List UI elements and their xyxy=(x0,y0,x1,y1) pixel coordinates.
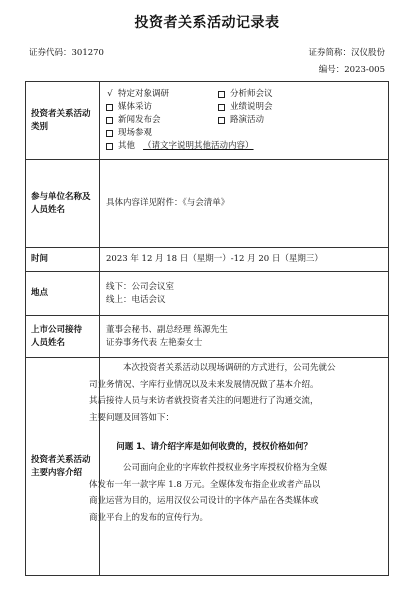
checkbox-icon xyxy=(218,117,225,124)
location-offline: 线下：公司会议室 xyxy=(106,281,175,292)
stock-name: 证券简称：汉仪股份 xyxy=(308,48,385,58)
row-reception xyxy=(26,316,389,358)
options-grid xyxy=(106,86,388,155)
option-site-visit[interactable]: 现场参观 xyxy=(106,127,218,140)
option-media-interview[interactable]: 媒体采访 xyxy=(106,101,218,114)
row-content xyxy=(26,358,389,576)
location-label: 地点 xyxy=(26,272,100,316)
document-title: 投资者关系活动记录表 xyxy=(134,15,280,31)
row-activity-type xyxy=(26,82,389,160)
checkbox-icon xyxy=(218,91,225,98)
checkbox-icon xyxy=(106,143,113,150)
row-time xyxy=(26,248,389,272)
checkbox-icon xyxy=(218,104,225,111)
reception-person-2: 证券事务代表 左艳秦女士 xyxy=(106,337,203,348)
check-mark-icon: √ xyxy=(107,89,113,99)
option-analyst-meeting[interactable]: 分析师会议 xyxy=(218,88,358,101)
reception-value xyxy=(100,316,389,358)
time-value: 2023 年 12 月 18 日（星期一）-12 月 20 日（星期三） xyxy=(100,248,389,272)
meta-row xyxy=(29,46,385,60)
checkbox-icon xyxy=(106,104,113,111)
option-other[interactable]: 其他 （请文字说明其他活动内容） xyxy=(106,140,358,153)
time-label: 时间 xyxy=(26,248,100,272)
checkbox-icon xyxy=(106,117,113,124)
participants-value: 具体内容详见附件：《与会清单》 xyxy=(100,160,389,248)
content-value xyxy=(89,358,389,576)
row-participants xyxy=(26,160,389,248)
answer-1-paragraph: 公司面向企业的字库软件授权业务字库授权价格为全媒 体发布一年一款字库 1.8 万元。全媒体发布指企业或者产品以 商业运营为目的，运用汉仪公司设计的字体产品在各类媒体或 商业平台上的发布的宣传行为。 xyxy=(89,463,328,523)
intro-paragraph: 本次投资者关系活动以现场调研的方式进行，公司先就公 司业务情况、字库行业情况以及未来发展情况做了基本介绍。 其后接待人员与来访者就投资者关注的问题进行了沟通交流， 主要问题及回答如下： xyxy=(89,363,336,423)
document-number: 编号：2023-005 xyxy=(318,65,385,75)
location-value xyxy=(100,272,389,316)
question-1-title: 问题 1、请介绍字库是如何收费的，授权价格如何？ xyxy=(116,442,313,452)
option-press-conference[interactable]: 新闻发布会 xyxy=(106,114,218,127)
option-specific-research[interactable]: √ 特定对象调研 xyxy=(107,89,170,99)
participants-label: 参与单位名称及 人员姓名 xyxy=(26,160,100,248)
activity-type-label: 投资者关系活动 类别 xyxy=(26,82,100,160)
spacer xyxy=(218,127,358,140)
location-online: 线上：电话会议 xyxy=(106,294,166,305)
option-roadshow[interactable]: 路演活动 xyxy=(218,114,358,127)
record-table xyxy=(25,81,389,576)
row-location xyxy=(26,272,389,316)
activity-type-options xyxy=(100,82,389,160)
stock-code: 证券代码：301270 xyxy=(29,48,104,58)
other-note: （请文字说明其他活动内容） xyxy=(143,141,254,151)
option-earnings-call[interactable]: 业绩说明会 xyxy=(218,101,358,114)
reception-person-1: 董事会秘书、副总经理 练源先生 xyxy=(106,324,228,335)
reception-label: 上市公司接待 人员姓名 xyxy=(26,316,100,358)
checkbox-icon xyxy=(106,130,113,137)
content-label: 投资者关系活动 主要内容介绍 xyxy=(26,358,100,576)
